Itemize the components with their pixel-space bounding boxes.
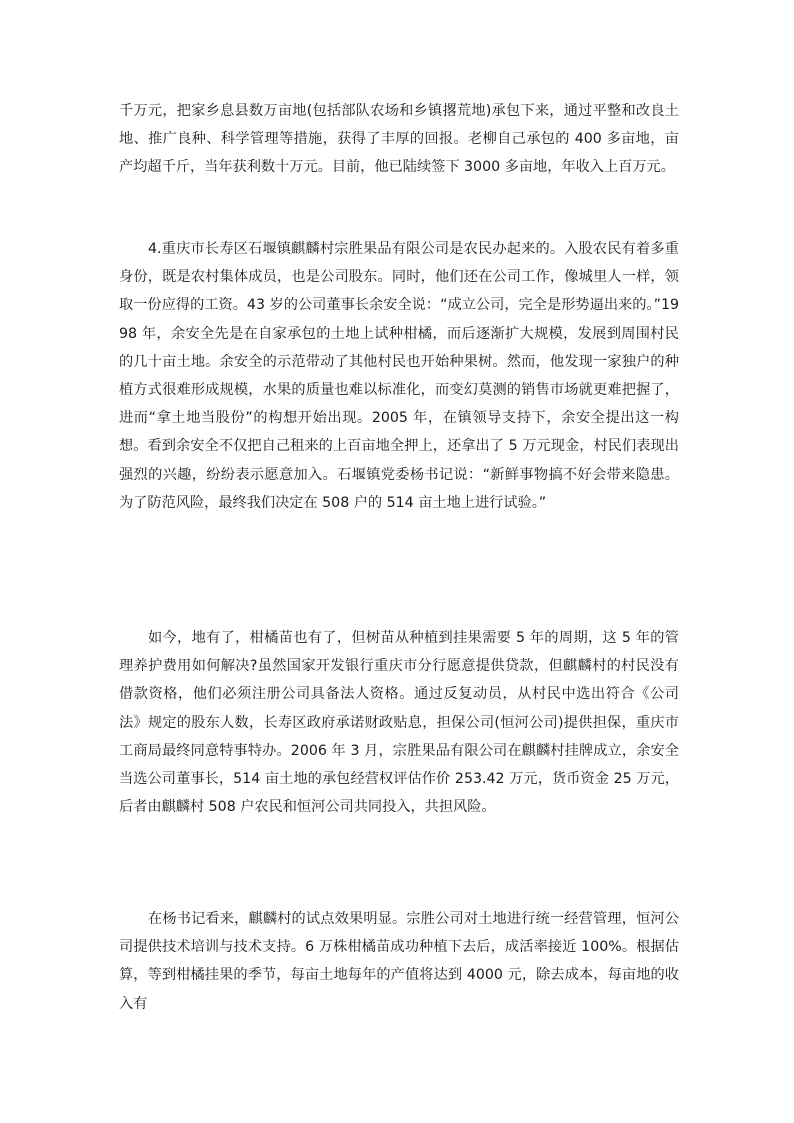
- paragraph-3: 如今，地有了，柑橘苗也有了，但树苗从种植到挂果需要 5 年的周期，这 5 年的管理养护费用如何解决?虽然国家开发银行重庆市分行愿意提供贷款，但麒麟村的村民没有借款资格，他们必须注册公司具备法人资格。通过反复动员，从村民中选出符合《公司法》规定的股东人数，长寿区政府承诺财政贴息，担保公司(恒河公司)提供担保，重庆市工商局最终同意特事特办。2006 年 3 月，宗胜果品有限公司在麒麟村挂牌成立，余安全当选公司董事长，514 亩土地的承包经营权评估作价 253.42 万元，货币资金 25 万元，后者由麒麟村 508 户农民和恒河公司共同投入，共担风险。: [119, 630, 679, 816]
- paragraph-4: 在杨书记看来，麒麟村的试点效果明显。宗胜公司对土地进行统一经营管理，恒河公司提供技术培训与技术支持。6 万株柑橘苗成功种植下去后，成活率接近 100%。根据估算，等到柑橘挂果的季节，每亩土地每年的产值将达到 4000 元，除去成本，每亩地的收入有: [119, 911, 679, 1012]
- paragraph-1: 千万元，把家乡息县数万亩地(包括部队农场和乡镇撂荒地)承包下来，通过平整和改良土地、推广良种、科学管理等措施，获得了丰厚的回报。老柳自己承包的 400 多亩地，亩产均超千斤，当年获利数十万元。目前，他已陆续签下 3000 多亩地，年收入上百万元。: [119, 103, 679, 176]
- paragraph-2: 4.重庆市长寿区石堰镇麒麟村宗胜果品有限公司是农民办起来的。入股农民有着多重身份，既是农村集体成员，也是公司股东。同时，他们还在公司工作，像城里人一样，领取一份应得的工资。43 岁的公司董事长余安全说：“成立公司，完全是形势逼出来的。”1998 年，余安全先是在自家承包的土地上试种柑橘，而后逐渐扩大规模，发展到周围村民的几十亩土地。余安全的示范带动了其他村民也开始种果树。然而，他发现一家独户的种植方式很难形成规模，水果的质量也难以标准化，而变幻莫测的销售市场就更难把握了，进而“拿土地当股份”的构想开始出现。2005 年，在镇领导支持下，余安全提出这一构想。看到余安全不仅把自己租来的上百亩地全押上，还拿出了 5 万元现金，村民们表现出强烈的兴趣，纷纷表示愿意加入。石堰镇党委杨书记说：“新鲜事物搞不好会带来隐患。为了防范风险，最终我们决定在 508 户的 514 亩土地上进行试验。”: [119, 241, 679, 511]
